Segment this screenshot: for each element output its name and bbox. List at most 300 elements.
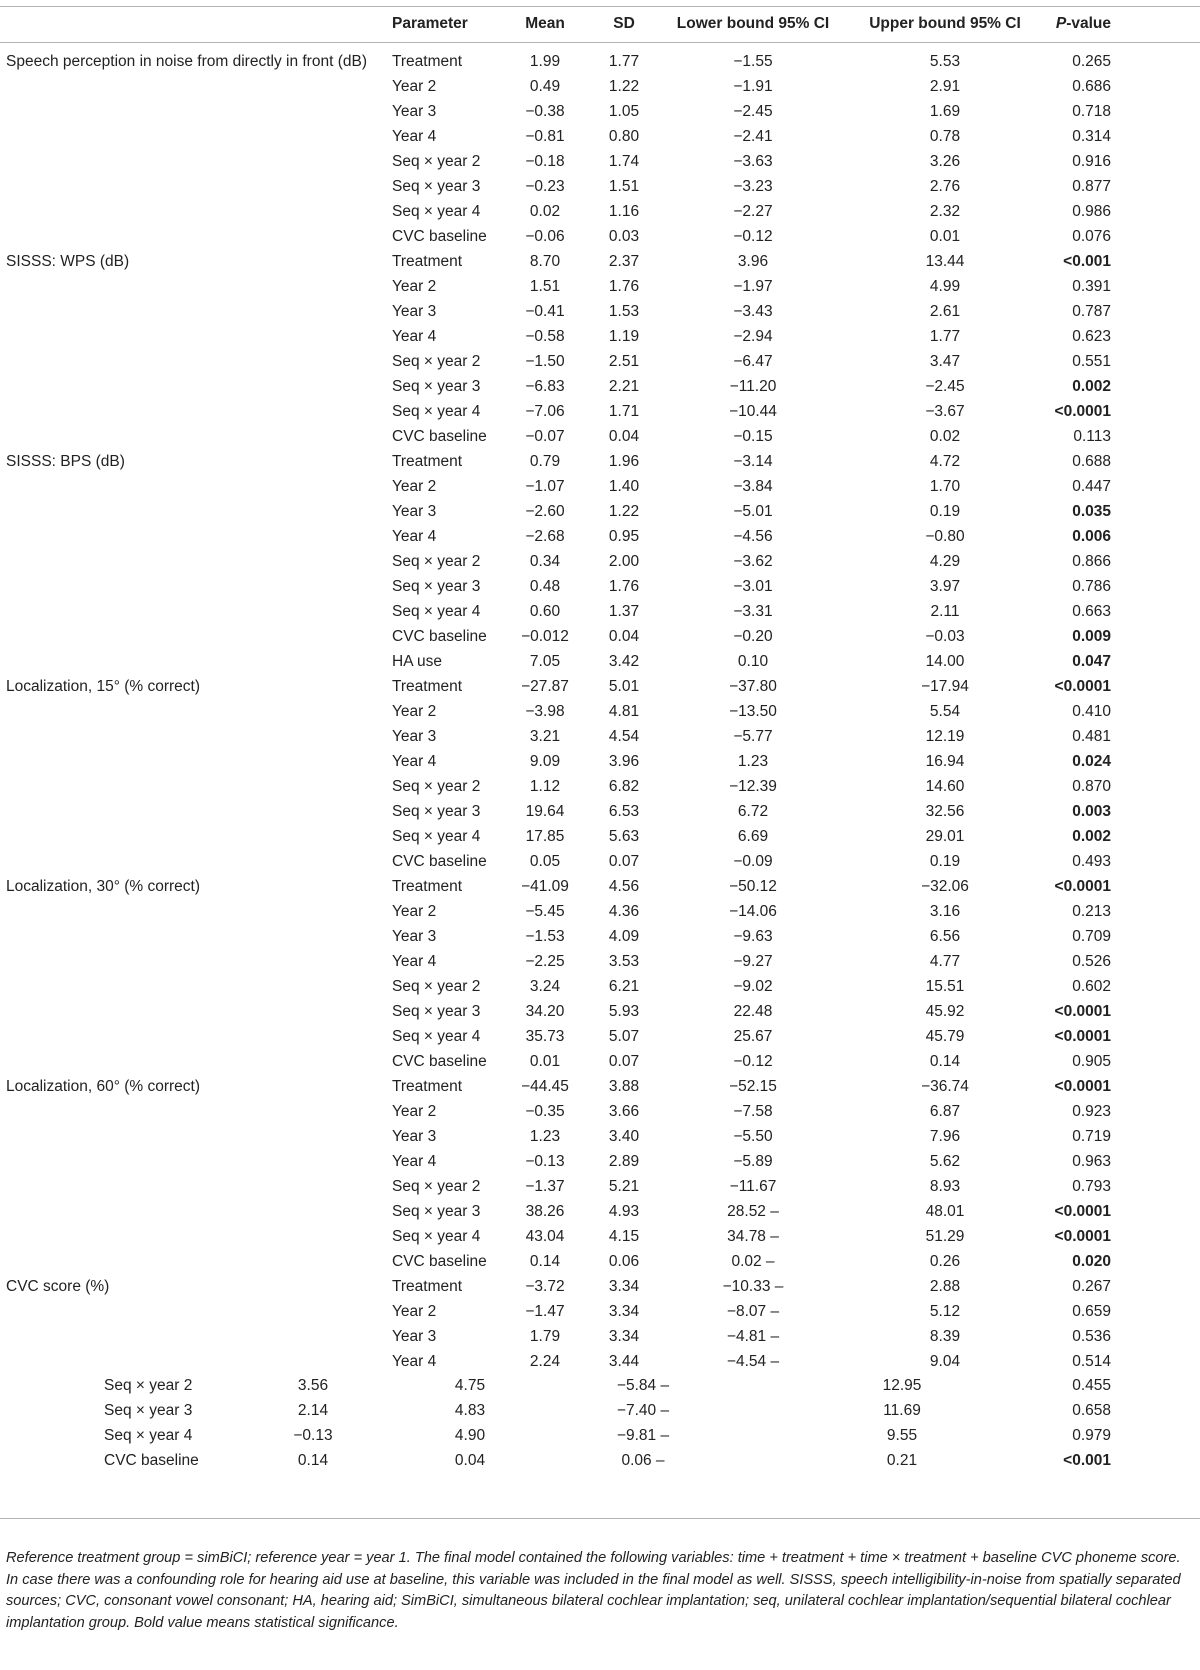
row-sd: 1.40	[608, 478, 640, 495]
row-lower-ci: −3.23	[733, 178, 773, 195]
table-top-rule	[0, 6, 1200, 7]
row-lower-ci: −4.56	[733, 528, 773, 545]
row-sd: 4.09	[608, 928, 640, 945]
row-p-value: 0.009	[1072, 628, 1111, 645]
row-parameter: Year 4	[392, 528, 437, 545]
row-mean: 7.05	[529, 653, 561, 670]
row-lower-ci: −5.01	[733, 503, 773, 520]
row-mean: 0.48	[529, 578, 561, 595]
header-mean: Mean	[525, 15, 565, 32]
row-upper-ci: 9.04	[929, 1353, 961, 1370]
row-lower-ci: −0.12	[733, 228, 773, 245]
row-lower-ci: −3.84	[733, 478, 773, 495]
row-mean: −0.35	[525, 1103, 565, 1120]
row-p-value: 0.391	[1072, 278, 1111, 295]
row-upper-ci: 5.53	[929, 53, 961, 70]
row-lower-ci: −8.07 –	[726, 1303, 780, 1320]
row-mean: −3.72	[525, 1278, 565, 1295]
table-bottom-rule	[0, 1518, 1200, 1519]
row-mean: −2.68	[525, 528, 565, 545]
row-mean: 34.20	[525, 1003, 565, 1020]
row-lower-ci: −1.97	[733, 278, 773, 295]
row-lower-ci: −5.84 –	[616, 1377, 670, 1394]
row-p-value: 0.455	[1072, 1377, 1111, 1394]
row-mean: 19.64	[525, 803, 565, 820]
row-mean: −0.38	[525, 103, 565, 120]
row-sd: 3.96	[608, 753, 640, 770]
row-lower-ci: −4.54 –	[726, 1353, 780, 1370]
row-upper-ci: 4.77	[929, 953, 961, 970]
row-p-value: 0.718	[1072, 103, 1111, 120]
row-sd: 2.21	[608, 378, 640, 395]
row-mean: 1.12	[529, 778, 561, 795]
row-p-value: <0.001	[1063, 253, 1111, 270]
row-mean: 3.21	[529, 728, 561, 745]
row-sd: 1.71	[608, 403, 640, 420]
row-lower-ci: −37.80	[729, 678, 777, 695]
row-p-value: 0.047	[1072, 653, 1111, 670]
row-lower-ci: −0.09	[733, 853, 773, 870]
row-upper-ci: 14.60	[925, 778, 965, 795]
row-parameter: Year 2	[392, 278, 437, 295]
row-upper-ci: 3.47	[929, 353, 961, 370]
row-upper-ci: 0.01	[929, 228, 961, 245]
row-parameter: Treatment	[392, 678, 463, 695]
row-sd: 1.76	[608, 278, 640, 295]
row-upper-ci: 45.79	[925, 1028, 965, 1045]
row-parameter: Seq × year 3	[392, 1003, 481, 1020]
row-mean: 1.99	[529, 53, 561, 70]
row-parameter: CVC baseline	[104, 1452, 199, 1469]
row-mean: 35.73	[525, 1028, 565, 1045]
row-lower-ci: −50.12	[729, 878, 777, 895]
row-lower-ci: −3.31	[733, 603, 773, 620]
row-upper-ci: 2.61	[929, 303, 961, 320]
row-lower-ci: −3.43	[733, 303, 773, 320]
row-lower-ci: −3.63	[733, 153, 773, 170]
row-sd: 6.21	[608, 978, 640, 995]
row-parameter: Seq × year 2	[392, 978, 481, 995]
row-sd: 3.66	[608, 1103, 640, 1120]
row-sd: 4.15	[608, 1228, 640, 1245]
table-footnote: Reference treatment group = simBiCI; reference year = year 1. The final model contained the following variables: time + treatment + time × treatment + baseline CVC phoneme score. In case there was a confounding role for hearing aid use at baseline, this variable was included in the final model as well. SISSS, speech intelligibility-in-noise from spatially separated sources; CVC, consonant vowel consonant; HA, hearing aid; SimBiCI, simultaneous bilateral cochlear implantation; seq, unilateral cochlear implantation/sequential bilateral cochlear implantation group. Bold value means statistical significance.	[6, 1550, 1181, 1631]
row-lower-ci: −52.15	[729, 1078, 777, 1095]
row-mean: 3.56	[297, 1377, 329, 1394]
header-p-value	[1056, 11, 1111, 38]
row-parameter: Seq × year 4	[392, 603, 481, 620]
row-parameter: Seq × year 3	[392, 178, 481, 195]
row-mean: 0.14	[529, 1253, 561, 1270]
row-mean: −0.012	[521, 628, 569, 645]
row-sd: 2.89	[608, 1153, 640, 1170]
row-lower-ci: −1.55	[733, 53, 773, 70]
row-upper-ci: 16.94	[925, 753, 965, 770]
row-parameter: Seq × year 4	[104, 1427, 193, 1444]
row-sd: 5.93	[608, 1003, 640, 1020]
row-mean: −0.13	[293, 1427, 333, 1444]
row-mean: −0.81	[525, 128, 565, 145]
row-p-value: 0.410	[1072, 703, 1111, 720]
row-lower-ci: 6.72	[737, 803, 769, 820]
row-upper-ci: −17.94	[921, 678, 969, 695]
row-sd: 1.51	[608, 178, 640, 195]
row-mean: −44.45	[521, 1078, 569, 1095]
row-mean: −6.83	[525, 378, 565, 395]
row-upper-ci: 7.96	[929, 1128, 961, 1145]
header-rule	[0, 42, 1200, 43]
row-parameter: Seq × year 3	[104, 1402, 193, 1419]
row-upper-ci: 0.02	[929, 428, 961, 445]
row-upper-ci: 2.88	[929, 1278, 961, 1295]
row-parameter: CVC baseline	[392, 1253, 487, 1270]
row-p-value: 0.035	[1072, 503, 1111, 520]
row-parameter: CVC baseline	[392, 1053, 487, 1070]
row-p-value: 0.526	[1072, 953, 1111, 970]
row-parameter: Seq × year 4	[392, 1028, 481, 1045]
row-mean: −2.60	[525, 503, 565, 520]
row-parameter: Year 4	[392, 953, 437, 970]
row-mean: 1.23	[529, 1128, 561, 1145]
row-lower-ci: 28.52 –	[727, 1203, 779, 1220]
row-p-value: 0.551	[1072, 353, 1111, 370]
row-sd: 3.53	[608, 953, 640, 970]
row-upper-ci: −36.74	[921, 1078, 969, 1095]
row-mean: 0.79	[529, 453, 561, 470]
row-sd: 0.03	[608, 228, 640, 245]
row-p-value: 0.916	[1072, 153, 1111, 170]
row-lower-ci: −7.58	[733, 1103, 773, 1120]
row-lower-ci: −14.06	[729, 903, 777, 920]
row-mean: −0.06	[525, 228, 565, 245]
row-sd: 4.75	[454, 1377, 486, 1394]
row-upper-ci: 4.72	[929, 453, 961, 470]
row-upper-ci: 8.93	[929, 1178, 961, 1195]
row-p-value: 0.686	[1072, 78, 1111, 95]
row-p-value: <0.0001	[1054, 878, 1111, 895]
row-p-value: 0.923	[1072, 1103, 1111, 1120]
row-upper-ci: 2.11	[930, 603, 960, 620]
row-sd: 3.42	[608, 653, 640, 670]
row-parameter: Seq × year 4	[392, 828, 481, 845]
row-sd: 4.36	[608, 903, 640, 920]
row-upper-ci: 2.91	[929, 78, 961, 95]
row-p-value: 0.870	[1072, 778, 1111, 795]
row-mean: −5.45	[525, 903, 565, 920]
row-lower-ci: −9.02	[733, 978, 773, 995]
row-p-value: 0.024	[1072, 753, 1111, 770]
row-mean: 9.09	[529, 753, 561, 770]
row-parameter: Seq × year 2	[392, 778, 481, 795]
row-parameter: CVC baseline	[392, 228, 487, 245]
row-lower-ci: −2.45	[733, 103, 773, 120]
row-parameter: Seq × year 4	[392, 403, 481, 420]
row-parameter: Seq × year 2	[392, 353, 481, 370]
row-p-value: 0.113	[1073, 428, 1111, 445]
row-parameter: Seq × year 4	[392, 203, 481, 220]
row-parameter: Seq × year 3	[392, 578, 481, 595]
row-p-value: 0.447	[1072, 478, 1111, 495]
row-p-value: 0.688	[1072, 453, 1111, 470]
row-mean: −0.13	[525, 1153, 565, 1170]
row-p-value: <0.0001	[1054, 678, 1111, 695]
row-mean: 17.85	[525, 828, 565, 845]
row-lower-ci: −6.47	[733, 353, 773, 370]
row-mean: 0.05	[529, 853, 561, 870]
row-upper-ci: 12.19	[925, 728, 965, 745]
row-mean: −0.07	[525, 428, 565, 445]
row-parameter: CVC baseline	[392, 428, 487, 445]
row-upper-ci: −32.06	[921, 878, 969, 895]
row-p-value: <0.0001	[1054, 1003, 1111, 1020]
row-sd: 2.37	[608, 253, 640, 270]
row-sd: 5.01	[608, 678, 640, 695]
row-parameter: Year 3	[392, 303, 437, 320]
row-mean: 8.70	[529, 253, 561, 270]
row-upper-ci: 8.39	[929, 1328, 961, 1345]
row-parameter: Seq × year 3	[392, 803, 481, 820]
row-mean: −1.47	[525, 1303, 565, 1320]
row-mean: 1.79	[529, 1328, 561, 1345]
row-p-value: 0.003	[1072, 803, 1111, 820]
row-p-value: 0.986	[1072, 203, 1111, 220]
row-upper-ci: 0.26	[929, 1253, 961, 1270]
row-mean: −2.25	[525, 953, 565, 970]
row-lower-ci: −3.14	[733, 453, 773, 470]
row-p-value: 0.663	[1072, 603, 1111, 620]
row-p-value: 0.877	[1072, 178, 1111, 195]
row-upper-ci: 3.16	[929, 903, 961, 920]
row-p-value: 0.265	[1072, 53, 1111, 70]
row-lower-ci: 25.67	[733, 1028, 773, 1045]
group-label: Localization, 60° (% correct)	[6, 1078, 200, 1095]
row-mean: 0.01	[529, 1053, 561, 1070]
row-p-value: <0.0001	[1054, 403, 1111, 420]
row-sd: 4.93	[608, 1203, 640, 1220]
group-label: SISSS: WPS (dB)	[6, 253, 130, 270]
row-parameter: Year 2	[392, 703, 437, 720]
row-sd: 1.53	[608, 303, 640, 320]
row-p-value: <0.0001	[1054, 1203, 1111, 1220]
row-upper-ci: 4.99	[929, 278, 961, 295]
row-parameter: Treatment	[392, 878, 463, 895]
row-parameter: Year 4	[392, 328, 437, 345]
row-sd: 3.34	[608, 1303, 640, 1320]
row-lower-ci: −9.81 –	[616, 1427, 670, 1444]
row-mean: 38.26	[525, 1203, 565, 1220]
header-sd: SD	[613, 15, 635, 32]
row-sd: 1.96	[608, 453, 640, 470]
row-mean: −0.23	[525, 178, 565, 195]
row-sd: 1.77	[608, 53, 640, 70]
row-parameter: Treatment	[392, 453, 463, 470]
row-mean: 43.04	[525, 1228, 565, 1245]
row-upper-ci: 29.01	[925, 828, 965, 845]
row-sd: 3.88	[608, 1078, 640, 1095]
row-sd: 0.04	[608, 428, 640, 445]
row-parameter: CVC baseline	[392, 853, 487, 870]
row-parameter: CVC baseline	[392, 628, 487, 645]
row-upper-ci: 13.44	[925, 253, 965, 270]
row-sd: 0.80	[608, 128, 640, 145]
row-lower-ci: 0.10	[737, 653, 769, 670]
row-upper-ci: 12.95	[882, 1377, 922, 1394]
row-parameter: Year 3	[392, 1328, 437, 1345]
row-mean: −41.09	[521, 878, 569, 895]
row-parameter: Year 3	[392, 503, 437, 520]
row-lower-ci: −10.33 –	[722, 1278, 784, 1295]
row-parameter: Year 2	[392, 1303, 437, 1320]
row-p-value: 0.076	[1072, 228, 1111, 245]
row-upper-ci: −2.45	[925, 378, 965, 395]
row-sd: 3.34	[608, 1278, 640, 1295]
row-p-value: 0.602	[1072, 978, 1111, 995]
row-upper-ci: −3.67	[925, 403, 965, 420]
row-parameter: Year 3	[392, 103, 437, 120]
header-upper-ci: Upper bound 95% CI	[869, 15, 1021, 32]
row-upper-ci: 6.87	[929, 1103, 961, 1120]
row-upper-ci: 3.97	[929, 578, 961, 595]
row-p-value: 0.979	[1072, 1427, 1111, 1444]
row-parameter: Seq × year 2	[392, 1178, 481, 1195]
row-mean: 0.34	[529, 553, 561, 570]
row-p-value: <0.0001	[1054, 1028, 1111, 1045]
row-parameter: Year 2	[392, 78, 437, 95]
row-lower-ci: −2.27	[733, 203, 773, 220]
row-upper-ci: 5.12	[929, 1303, 961, 1320]
row-upper-ci: 48.01	[925, 1203, 965, 1220]
row-mean: −3.98	[525, 703, 565, 720]
row-lower-ci: −7.40 –	[616, 1402, 670, 1419]
row-upper-ci: 1.69	[929, 103, 961, 120]
row-lower-ci: −2.41	[733, 128, 773, 145]
row-lower-ci: −5.50	[733, 1128, 773, 1145]
row-p-value: 0.493	[1072, 853, 1111, 870]
row-lower-ci: −0.15	[733, 428, 773, 445]
row-sd: 1.74	[608, 153, 640, 170]
row-upper-ci: 1.77	[929, 328, 961, 345]
header-p-suffix: -value	[1066, 15, 1111, 32]
row-upper-ci: 6.56	[929, 928, 961, 945]
row-sd: 0.04	[608, 628, 640, 645]
header-lower-ci: Lower bound 95% CI	[676, 15, 830, 32]
row-lower-ci: −11.67	[729, 1178, 777, 1195]
row-sd: 2.00	[608, 553, 640, 570]
row-sd: 4.81	[608, 703, 640, 720]
header-p-letter: P	[1055, 15, 1067, 32]
row-sd: 1.05	[608, 103, 640, 120]
row-parameter: Seq × year 2	[392, 153, 481, 170]
row-parameter: HA use	[392, 653, 442, 670]
row-mean: 2.24	[529, 1353, 561, 1370]
row-mean: 1.51	[529, 278, 561, 295]
row-sd: 5.21	[608, 1178, 640, 1195]
row-p-value: 0.002	[1072, 828, 1111, 845]
row-parameter: Year 3	[392, 928, 437, 945]
row-sd: 1.22	[608, 503, 640, 520]
row-lower-ci: −1.91	[733, 78, 773, 95]
row-upper-ci: 5.62	[929, 1153, 961, 1170]
row-upper-ci: 9.55	[886, 1427, 918, 1444]
row-sd: 1.37	[608, 603, 640, 620]
row-upper-ci: 45.92	[925, 1003, 965, 1020]
row-sd: 5.63	[608, 828, 640, 845]
row-parameter: Year 4	[392, 1353, 437, 1370]
row-sd: 3.40	[608, 1128, 640, 1145]
group-label: Localization, 15° (% correct)	[6, 678, 200, 695]
row-p-value: 0.213	[1072, 903, 1111, 920]
row-parameter: Year 3	[392, 1128, 437, 1145]
row-upper-ci: 0.78	[929, 128, 961, 145]
row-parameter: Seq × year 2	[104, 1377, 193, 1394]
row-p-value: 0.719	[1072, 1128, 1111, 1145]
row-parameter: Treatment	[392, 1278, 463, 1295]
row-parameter: Seq × year 4	[392, 1228, 481, 1245]
row-lower-ci: −2.94	[733, 328, 773, 345]
row-mean: −0.58	[525, 328, 565, 345]
row-upper-ci: 0.19	[929, 853, 961, 870]
row-parameter: Year 3	[392, 728, 437, 745]
row-sd: 0.95	[608, 528, 640, 545]
row-parameter: Treatment	[392, 53, 463, 70]
row-mean: 0.60	[529, 603, 561, 620]
row-p-value: 0.793	[1072, 1178, 1111, 1195]
row-lower-ci: −0.12	[733, 1053, 773, 1070]
row-upper-ci: 0.19	[929, 503, 961, 520]
row-upper-ci: −0.03	[925, 628, 965, 645]
row-parameter: Seq × year 3	[392, 378, 481, 395]
row-lower-ci: −3.01	[733, 578, 773, 595]
header-parameter: Parameter	[392, 15, 468, 32]
row-mean: −1.37	[525, 1178, 565, 1195]
row-mean: −1.53	[525, 928, 565, 945]
row-lower-ci: 0.02 –	[731, 1253, 775, 1270]
row-mean: 0.02	[529, 203, 561, 220]
row-p-value: <0.001	[1063, 1452, 1111, 1469]
row-upper-ci: 3.26	[929, 153, 961, 170]
group-label: Localization, 30° (% correct)	[6, 878, 200, 895]
row-parameter: Year 2	[392, 903, 437, 920]
row-mean: −7.06	[525, 403, 565, 420]
row-lower-ci: 34.78 –	[727, 1228, 779, 1245]
row-lower-ci: 1.23	[737, 753, 769, 770]
row-upper-ci: 0.14	[929, 1053, 961, 1070]
row-parameter: Year 4	[392, 128, 437, 145]
row-lower-ci: 3.96	[737, 253, 769, 270]
row-lower-ci: −11.20	[729, 378, 777, 395]
row-upper-ci: −0.80	[925, 528, 965, 545]
row-upper-ci: 51.29	[925, 1228, 965, 1245]
row-mean: −0.41	[525, 303, 565, 320]
row-sd: 6.82	[608, 778, 640, 795]
row-parameter: Treatment	[392, 1078, 463, 1095]
row-mean: −1.50	[525, 353, 565, 370]
row-upper-ci: 5.54	[929, 703, 961, 720]
group-label: Speech perception in noise from directly in front (dB)	[6, 53, 367, 70]
row-upper-ci: 0.21	[886, 1452, 918, 1469]
row-lower-ci: −10.44	[729, 403, 777, 420]
row-parameter: Seq × year 2	[392, 553, 481, 570]
group-label: CVC score (%)	[6, 1278, 110, 1295]
row-sd: 4.54	[608, 728, 640, 745]
row-upper-ci: 11.69	[883, 1402, 921, 1419]
row-sd: 0.06	[608, 1253, 640, 1270]
row-mean: 0.14	[297, 1452, 329, 1469]
row-sd: 3.44	[608, 1353, 640, 1370]
row-mean: −0.18	[525, 153, 565, 170]
row-mean: 0.49	[529, 78, 561, 95]
row-p-value: 0.963	[1072, 1153, 1111, 1170]
row-p-value: <0.0001	[1054, 1078, 1111, 1095]
